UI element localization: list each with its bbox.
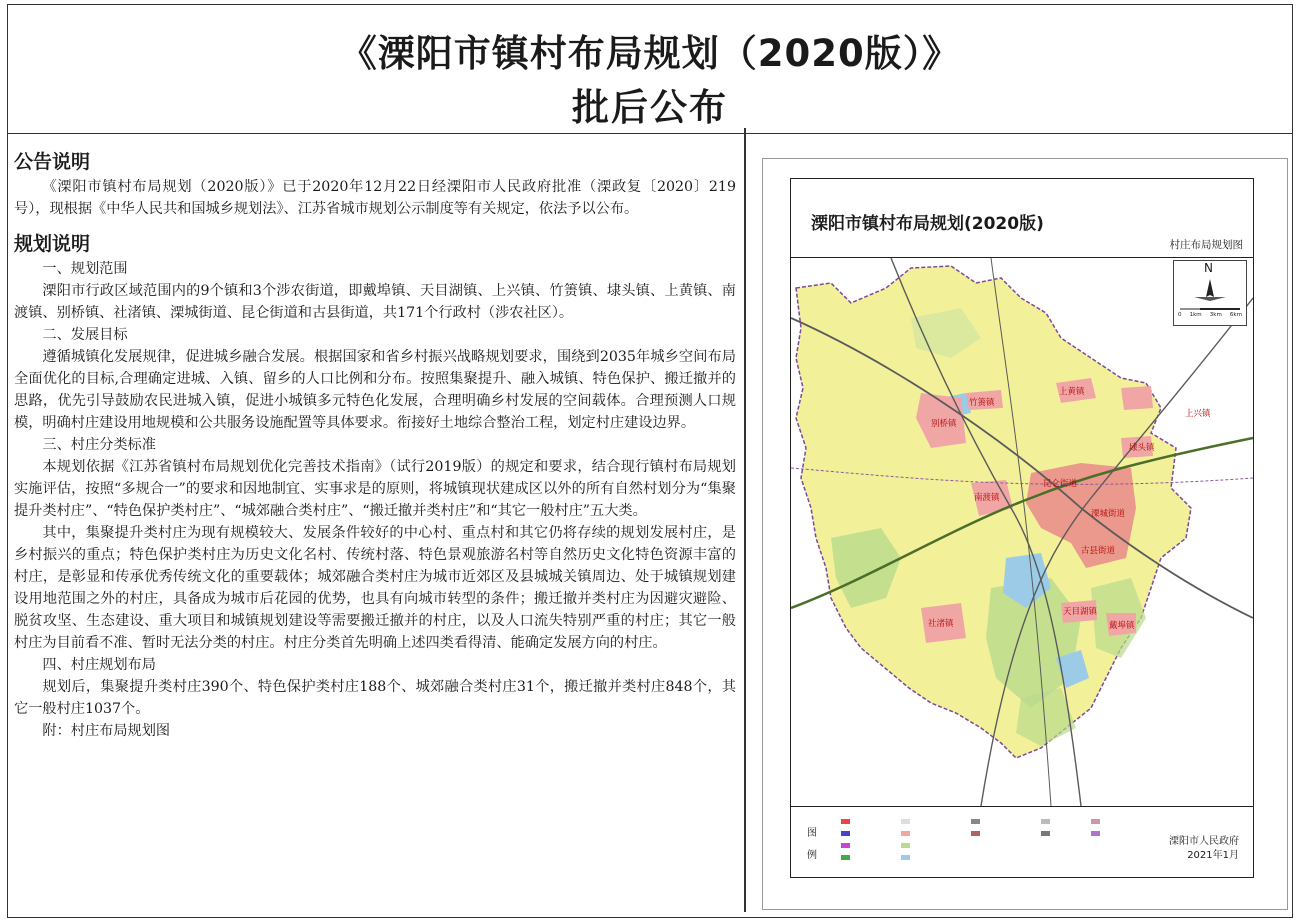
- town-label: 竹箦镇: [969, 398, 995, 408]
- page-subtitle: 批后公布: [572, 86, 728, 129]
- town-label: 溧城街道: [1091, 509, 1126, 519]
- scale-bar: 0 1km 3km 6km: [1178, 312, 1242, 318]
- section-2-title: 二、发展目标: [42, 327, 128, 343]
- legend-label: 图例: [807, 828, 817, 861]
- north-arrow: [1173, 260, 1247, 326]
- planning-map: [790, 178, 1254, 878]
- legend-items: [841, 813, 1161, 873]
- announcement-text: [14, 148, 736, 742]
- section-4-text: 规划后，集聚提升类村庄390个、特色保护类村庄188个、城郊融合类村庄31个，搬迁撤并类村庄848个，其它一般村庄1037个。: [14, 679, 736, 717]
- map-title: 溧阳市镇村布局规划(2020版): [811, 214, 1044, 234]
- town-label: 昆仑街道: [1043, 479, 1078, 489]
- north-label: N: [1204, 261, 1213, 275]
- town-label: 社渚镇: [928, 619, 954, 629]
- page-title: 《溧阳市镇村布局规划（2020版）》: [339, 32, 961, 75]
- map-issuer: [1169, 835, 1239, 863]
- section-1-text: 溧阳市行政区域范围内的9个镇和3个涉农街道，即戴埠镇、天目湖镇、上兴镇、竹箦镇、埭头镇、上黄镇、南渡镇、别桥镇、社渚镇、溧城街道、昆仑街道和古县街道，共171个行政村（涉农社区）。: [14, 283, 736, 321]
- column-divider: [744, 128, 746, 912]
- town-label: 天目湖镇: [1063, 607, 1098, 617]
- map-area: [791, 257, 1253, 807]
- town-label: 南渡镇: [974, 493, 1000, 503]
- map-legend: [791, 805, 1253, 877]
- town-label: 上兴镇: [1185, 409, 1211, 419]
- section-3-text-2: 其中，集聚提升类村庄为现有规模较大、发展条件较好的中心村、重点村和其它仍将存续的规划发展村庄，是乡村振兴的重点；特色保护类村庄为历史文化名村、传统村落、特色景观旅游名村等自然历史文化特色资源丰富的村庄，是彰显和传承优秀传统文化的重要载体；城郊融合类村庄为城市近郊区及县城城关镇周边、处于城镇规划建设用地范围之外的村庄，具备成为城市后花园的优势，也具有向城市转型的条件；搬迁撤并类村庄为因避灾避险、脱贫攻坚、生态建设、重大项目和城镇规划建设等需要搬迁撤并的村庄，以及人口流失特别严重的村庄；其它一般村庄为目前看不准、暂时无法分类的村庄。村庄分类首先明确上述四类看得清、能确定发展方向的村庄。: [14, 525, 736, 651]
- plan-heading: 规划说明: [14, 233, 91, 255]
- notice-heading: 公告说明: [14, 151, 91, 173]
- town-label: 别桥镇: [931, 419, 957, 429]
- map-graphic: [791, 258, 1253, 806]
- attachment-note: 附：村庄布局规划图: [42, 723, 171, 739]
- issue-date: 2021年1月: [1187, 850, 1239, 861]
- section-3-text-1: 本规划依据《江苏省镇村布局规划优化完善技术指南》（试行2019版）的规定和要求，结合现行镇村布局规划实施评估，按照“多规合一”的要求和因地制宜、实事求是的原则，将城镇现状建成区以外的所有自然村划分为“集聚提升类村庄”、“特色保护类村庄”、“城郊融合类村庄”、“搬迁撤并类村庄”和“其它一般村庄”五大类。: [14, 459, 736, 519]
- section-1-title: 一、规划范围: [42, 261, 128, 277]
- notice-paragraph: 《溧阳市镇村布局规划（2020版）》已于2020年12月22日经溧阳市人民政府批准（溧政复〔2020〕219号），现根据《中华人民共和国城乡规划法》、江苏省城市规划公示制度等有关规定，依法予以公布。: [14, 179, 736, 217]
- section-4-title: 四、村庄规划布局: [42, 657, 156, 673]
- town-label: 埭头镇: [1129, 443, 1155, 453]
- issuer-name: 溧阳市人民政府: [1169, 836, 1239, 847]
- section-3-title: 三、村庄分类标准: [42, 437, 156, 453]
- title-banner: [8, 5, 1292, 134]
- town-label: 上黄镇: [1059, 387, 1085, 397]
- section-2-text: 遵循城镇化发展规律，促进城乡融合发展。根据国家和省乡村振兴战略规划要求，围绕到2035年城乡空间布局全面优化的目标,合理确定进城、入镇、留乡的人口比例和分布。按照集聚提升、融入城镇、特色保护、搬迁撤并的思路，优先引导鼓励农民进城入镇，促进小城镇多元特色化发展，合理明确乡村发展的空间载体。合理预测人口规模，明确村庄建设用地规模和公共服务设施配置等具体要求。衔接好土地综合整治工程，划定村庄建设边界。: [14, 349, 736, 431]
- town-label: 戴埠镇: [1109, 621, 1135, 631]
- town-label: 古县街道: [1081, 546, 1116, 556]
- map-subtitle: 村庄布局规划图: [1169, 239, 1243, 251]
